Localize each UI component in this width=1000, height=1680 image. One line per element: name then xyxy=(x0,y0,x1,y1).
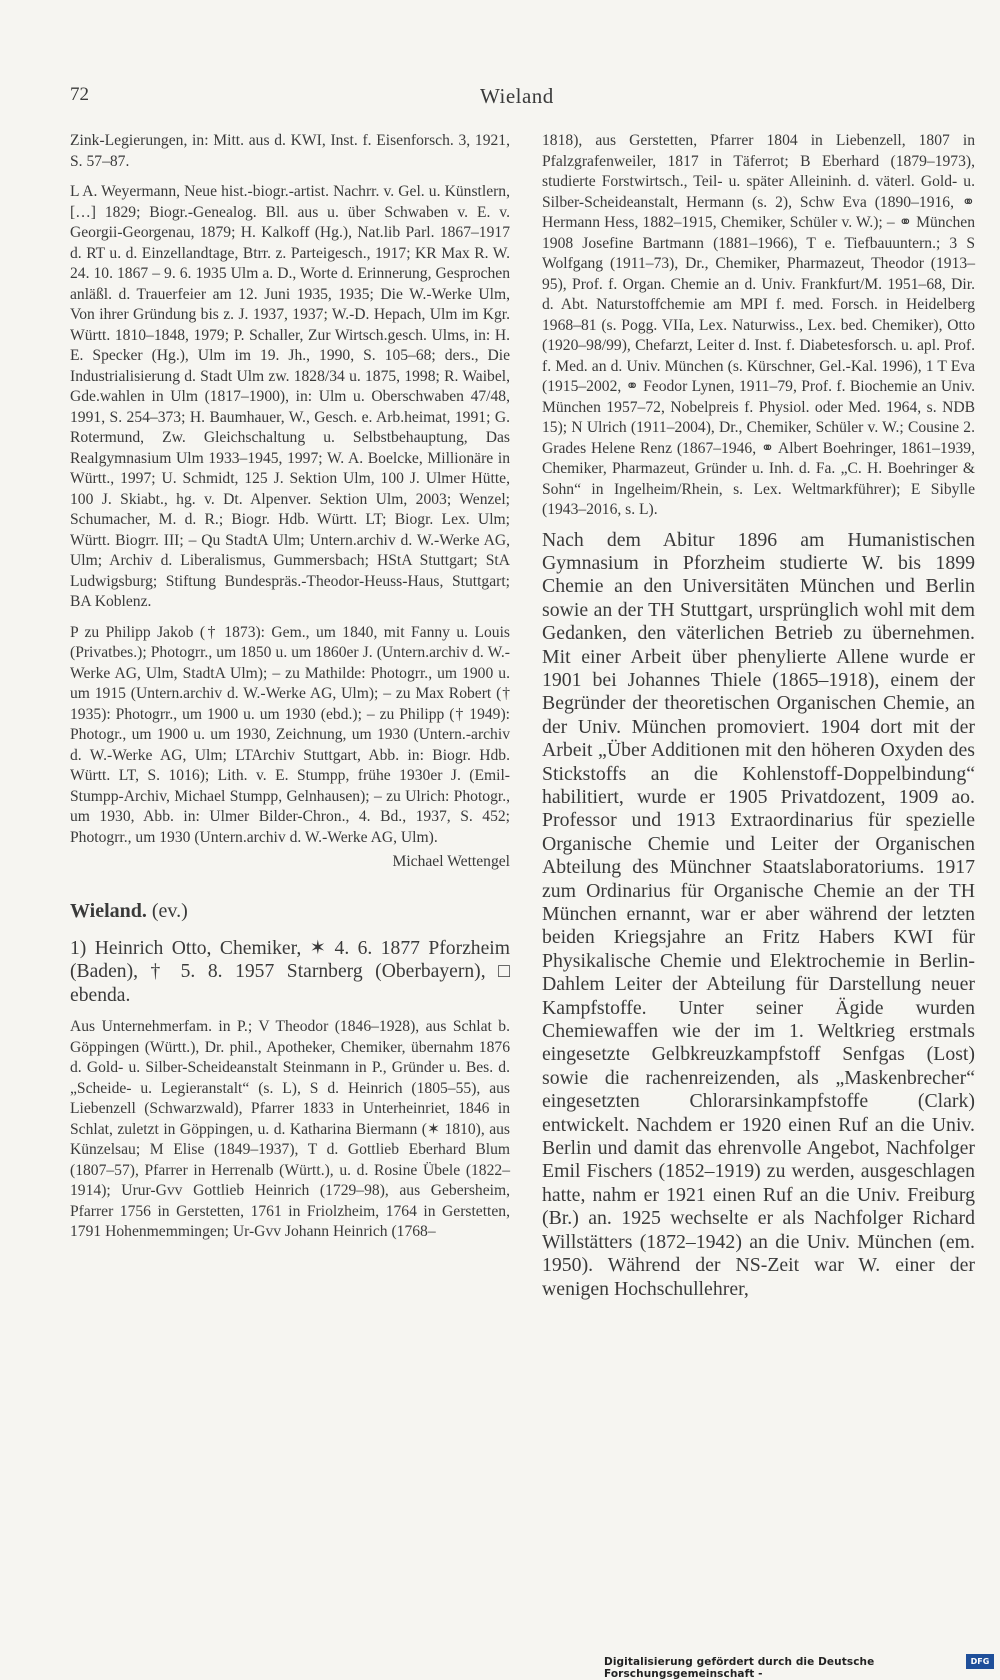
family-name: Wieland. xyxy=(70,899,147,922)
right-column xyxy=(542,131,975,1301)
author-signature: Michael Wettengel xyxy=(392,853,510,870)
literature-paragraph: L A. Weyermann, Neue hist.-biogr.-artist. Nachrr. v. Gel. u. Künstlern, […] 1829; Biogr.-Genealog. Bll. aus u. über Schwaben v. E. v. Georgii-Georgenau, 1879; H. Kalkoff (Hg.), Nat.lib Parl. 1867–1917 d. RT u. d. Einzellandtage, Btrr. z. Parteigesch., 1917; KR Max R. W. 24. 10. 1867 – 9. 6. 1935 Ulm a. D., Worte d. Erinnerung, Gesprochen anläßl. d. Trauerfeier am 12. Juni 1935, 1935; Die W.-Werke Ulm, Von ihrer Gründung bis z. J. 1937, 1937; W.-D. Hepach, Ulm im Kgr. Württ. 1810–1848, 1979; P. Schaller, Zur Wirtsch.gesch. Ulms, in: H. E. Specker (Hg.), Ulm im 19. Jh., 1990, S. 105–68; ders., Die Industrialisierung d. Stadt Ulm zw. 1828/34 u. 1875, 1998; R. Waibel, Gde.wahlen in Ulm (1817–1900), in: Ulm u. Oberschwaben 47/48, 1991, S. 254–373; H. Baumhauer, W., Gesch. e. Arb.heimat, 1991; G. Rotermund, Zw. Gleichschaltung u. Selbstbehauptung, Das Realgymnasium Ulm 1933–1945, 1997; W. A. Boelcke, Millionäre in Württ., 1997; U. Schmidt, 125 J. Sektion Ulm, 100 J. Ulmer Hütte, 100 J. Skiabt., hg. v. Dt. Alpenver. Sektion Ulm, 2003; Wenzel; Schumacher, M. d. R.; Biogr. Hdb. Württ. LT; Biogr. Lex. Ulm; Württ. Biogrr. III; – Qu StadtA Ulm; Untern.archiv d. W.-Werke AG, Ulm; Archiv d. Liberalismus, Gummersbach; HStA Stuttgart; StA Ludwigsburg; Stiftung Bundespräs.-Theodor-Heuss-Haus, Stuttgart; BA Koblenz. xyxy=(70,183,510,610)
left-column xyxy=(70,131,510,1243)
page-number: 72 xyxy=(70,84,89,105)
family-heading xyxy=(70,899,510,923)
running-head: Wieland xyxy=(480,84,554,108)
digitization-credit: Digitalisierung gefördert durch die Deutsche Forschungsgemeinschaft - xyxy=(604,1656,875,1680)
family-denomination: (ev.) xyxy=(146,899,188,922)
genealogy-continued: 1818), aus Gerstetten, Pfarrer 1804 in Liebenzell, 1807 in Pfalzgrafenweiler, 1817 in Täferrot; B Eberhard (1879–1973), studierte Forstwirtsch., Teil- u. später Alleininh. d. väterl. Gold- u. Silber-Scheideanstalt, Hermann (s. 2), Schw Eva (1890–1916, ⚭ Hermann Hess, 1882–1915, Chemiker, Schüler v. W.); – ⚭ München 1908 Josefine Bartmann (1881–1966), T e. Tiefbauuntern.; 3 S Wolfgang (1911–73), Dr., Chemiker, Pharmazeut, Theodor (1913–95), Prof. f. Organ. Chemie an d. Univ. Frankfurt/M. 1951–68, Dir. d. Abt. Naturstoffchemie am MPI f. med. Forsch. in Heidelberg 1968–81 (s. Pogg. VIIa, Lex. Naturwiss., Lex. bed. Chemiker), Otto (1920–98/99), Chefarzt, Leiter d. Inst. f. Diabetesforsch. u. apl. Prof. f. Med. an d. Univ. München (s. Kürschner, Gel.-Kal. 1996), 1 T Eva (1915–2002, ⚭ Feodor Lynen, 1911–79, Prof. f. Biochemie an Univ. München 1957–72, Nobelpreis f. Physiol. oder Med. 1964, s. NDB 15); N Ulrich (1911–2004), Dr., Chemiker, Schüler v. W.; Cousine 2. Grades Helene Renz (1867–1946, ⚭ Albert Boehringer, 1861–1939, Chemiker, Pharmazeut, Gründer u. Inh. d. Fa. „C. H. Boehringer & Sohn“ in Ingelheim/Rhein, s. Lex. Weltmarkführer); E Sibylle (1943–2016, s. L). xyxy=(542,132,975,518)
biography-paragraph: Nach dem Abitur 1896 am Humanistischen Gymnasium in Pforzheim studierte W. bis 1899 Chemie an den Universitäten München und Berlin sowie an der TH Stuttgart, ursprünglich wohl mit dem Gedanken, den väterlichen Betrieb zu übernehmen. Mit einer Arbeit über phenylierte Allene wurde er 1901 bei Johannes Thiele (1865–1918), einem der Begründer der theoretischen Organischen Chemie, an der Univ. München promoviert. 1904 dort mit der Arbeit „Über Additionen mit den höheren Oxyden des Stickstoffs an die Kohlenstoff-Doppelbindung“ habilitiert, wurde er 1905 Privatdozent, 1909 ao. Professor und 1913 Extraordinarius für spezielle Organische Chemie und Leiter der Organischen Abteilung des Münchner Staatslaboratoriums. 1917 zum Ordinarius für Organische Chemie an der TH München ernannt, war er aber während der letzten beiden Kriegsjahre an Fritz Habers KWI für Physikalische Chemie und Elektrochemie in Berlin-Dahlem Leiter der Abteilung für Darstellung neuer Kampfstoffe. Unter seiner Ägide wurden Chemiewaffen wie der im 1. Weltkrieg erstmals eingesetzte Gelbkreuzkampfstoff Senfgas (Lost) sowie die rachenreizenden, als „Maskenbrecher“ eingesetzten Chlorarsinkampfstoffe (Clark) entwickelt. Nachdem er 1920 einen Ruf an die Univ. Berlin und damit das ehrenvolle Angebot, Nachfolger Emil Fischers (1852–1919) zu werden, ausgeschlagen hatte, nahm er 1921 einen Ruf an die Univ. Freiburg (Br.) an. 1925 wechselte er als Nachfolger Richard Willstätters (1872–1942) an die Univ. München (em. 1950). Während der NS-Zeit war W. einer der wenigen Hochschullehrer, xyxy=(542,528,975,1300)
person-heading: 1) Heinrich Otto, Chemiker, ✶ 4. 6. 1877 Pforzheim (Baden), † 5. 8. 1957 Starnberg (Oberbayern), □ ebenda. xyxy=(70,937,510,1006)
text-paragraph: Zink-Legierungen, in: Mitt. aus d. KWI, Inst. f. Eisenforsch. 3, 1921, S. 57–87. xyxy=(70,132,510,170)
genealogy-paragraph: Aus Unternehmerfam. in P.; V Theodor (1846–1928), aus Schlat b. Göppingen (Württ.), Dr. phil., Apotheker, Chemiker, übernahm 1876 d. Gold- u. Silber-Scheideanstalt Steinmann in P., Gründer u. Bes. d. „Scheide- u. Legieranstalt“ (s. L), S d. Heinrich (1805–55), aus Liebenzell (Schwarzwald), Pfarrer 1833 in Unterheinriet, 1846 in Schlat, zuletzt in Göppingen, u. d. Katharina Biermann (✶ 1810), aus Künzelsau; M Elise (1849–1937), T d. Gottlieb Eberhard Blum (1807–57), Pfarrer in Herrenalb (Württ.), u. d. Rosine Übele (1822–1914); Urur-Gvv Gottlieb Heinrich (1729–98), aus Gebersheim, Pfarrer 1756 in Gerstetten, 1761 in Friolzheim, 1764 in Gerstetten, 1791 Hohenmemmingen; Ur-Gvv Johann Heinrich (1768– xyxy=(70,1018,510,1241)
dfg-logo: DFG xyxy=(966,1654,994,1669)
portraits-paragraph: P zu Philipp Jakob († 1873): Gem., um 1840, mit Fanny u. Louis (Privatbes.); Photogrr., um 1850 u. um 1860er J. (Untern.archiv d. W.-Werke AG, Ulm, StadtA Ulm); – zu Mathilde: Photogrr., um 1900 u. um 1915 (Untern.archiv d. W.-Werke AG, Ulm); – zu Max Robert († 1935): Photogrr., um 1900 u. um 1930 (ebd.); – zu Philipp († 1949): Photogr., um 1900 u. um 1930, Zeichnung, um 1930 (Untern.-archiv d. W.-Werke AG, Ulm; LTArchiv Stuttgart, Abb. in: Biogr. Hdb. Württ. LT, S. 1016); Lith. v. E. Stumpp, frühe 1930er J. (Emil-Stumpp-Archiv, Michael Stumpp, Gelnhausen); – zu Ulrich: Photogr., um 1930, Abb. in: Ulmer Bilder-Chron., 4. Bd., 1937, S. 452; Photogrr., um 1930 (Untern.archiv d. W.-Werke AG, Ulm). xyxy=(70,623,510,846)
